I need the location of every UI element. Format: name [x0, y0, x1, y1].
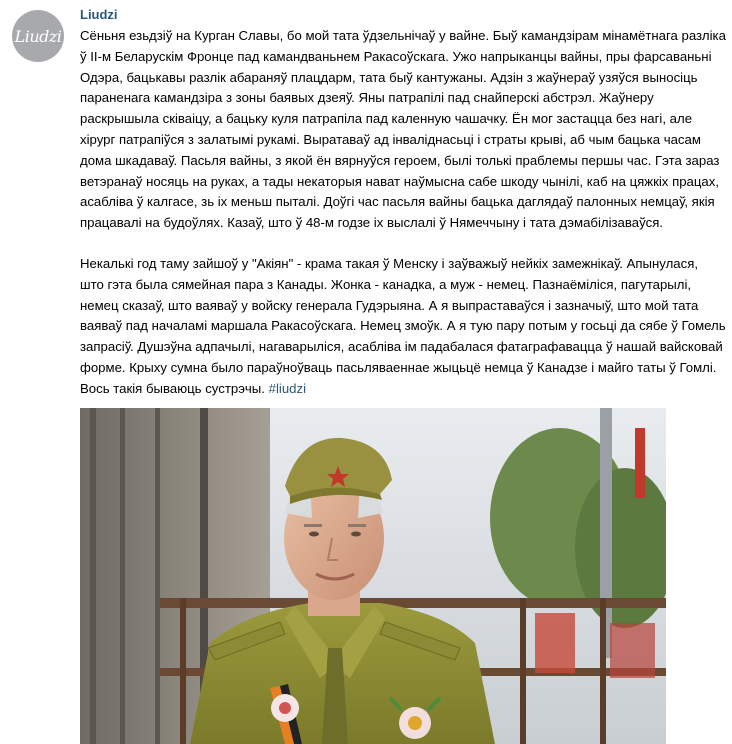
- text-line: што гэта была сямейная пара з Канады. Жонка - канадка, а муж - немец. Пазнаёміліся, пагутарылі,: [80, 276, 692, 292]
- author-avatar[interactable]: [12, 10, 64, 62]
- hashtag-link[interactable]: #liudzi: [268, 380, 307, 396]
- post-paragraph-2: [80, 254, 726, 400]
- text-line: ў ІІ-м Беларускім Фронце пад камандваньнем Ракасоўскага. Ужо напрыканцы вайны, пры фарсаваньні: [80, 48, 712, 64]
- text-line: Одэра, бацькавы разлік абараняў плацдарм, тата быў кантужаны. Адзін з жаўнераў узяўся выносіць: [80, 69, 698, 85]
- text-line: хірург патрапіўся з залатымі рукамі. Выратаваў ад інваліднасьці і страты крыві, аб чым бацька часам: [80, 131, 701, 147]
- text-line: працавалі на будоўлях. Казаў, што ў 48-м годзе іх выслалі ў Нямеччыну і тата дэмабілізаваўся.: [80, 215, 664, 231]
- text-line: ветэранаў носяць на руках, а тады некаторыя нават наўмысна сабе шкоду чынілі, каб на цяжкіх працах,: [80, 173, 720, 189]
- text-line: ваяваў пад началамі маршала Ракасоўскага. Немец змоўк. А я тую пару потым у госьці да сябе ў Гомель: [80, 318, 726, 334]
- text-line: дома шкадаваў. Пасьля вайны, з якой ён вярнуўся героем, былі толькі праблемы першы час. Гэта зараз: [80, 152, 720, 168]
- text-line: Некалькі год таму зайшоў у "Акіян" - крама такая ў Менску і заўважыў нейкіх замежнікаў. Апынулася,: [80, 255, 699, 271]
- wall-post: [80, 6, 726, 400]
- text-line: [80, 379, 726, 400]
- text-line: форме. Крыху сумна было параўноўваць пасьляваеннае жыцьцё немца ў Канадзе і майго таты ў Гомлі.: [80, 359, 717, 375]
- text-line: раскрышыла сківаіцу, а бацьку куля патрапіла пад каленную чашачку. Ён мог застацца без нагі, але: [80, 111, 693, 127]
- last-line-text: Вось такія бываюць сустрэчы.: [80, 380, 265, 396]
- post-text: [80, 26, 726, 400]
- post-author-link[interactable]: Liudzi: [80, 7, 118, 22]
- post-paragraph-1: [80, 26, 726, 234]
- avatar-logo-text: Liudzi: [14, 26, 62, 46]
- text-line: параненага камандзіра з зоны баявых дзеяў. Яны патрапілі пад снайперскі абстрэл. Жаўнеру: [80, 90, 654, 106]
- text-line: Сёньня езьдзіў на Курган Славы, бо мой тата ўдзельнічаў у вайне. Быў камандзірам мінамётнага разліка: [80, 28, 726, 43]
- veteran-photo-illustration: [80, 408, 666, 744]
- post-photo[interactable]: [80, 408, 666, 744]
- text-line: асабліва ў калгасе, зь іх меньш пыталі. Доўгі час пасьля вайны бацька даглядаў палонных немцаў, якія: [80, 194, 715, 210]
- text-line: немец сказаў, што ваяваў у войску генерала Гудэрыяна. А я выпраставаўся і зазначыў, што мой тата: [80, 297, 699, 313]
- text-line: запрасіў. Душэўна адпачылі, нагаварыліся, асабліва ім падабалася фатаграфавацца ў нашай вайсковай: [80, 339, 723, 355]
